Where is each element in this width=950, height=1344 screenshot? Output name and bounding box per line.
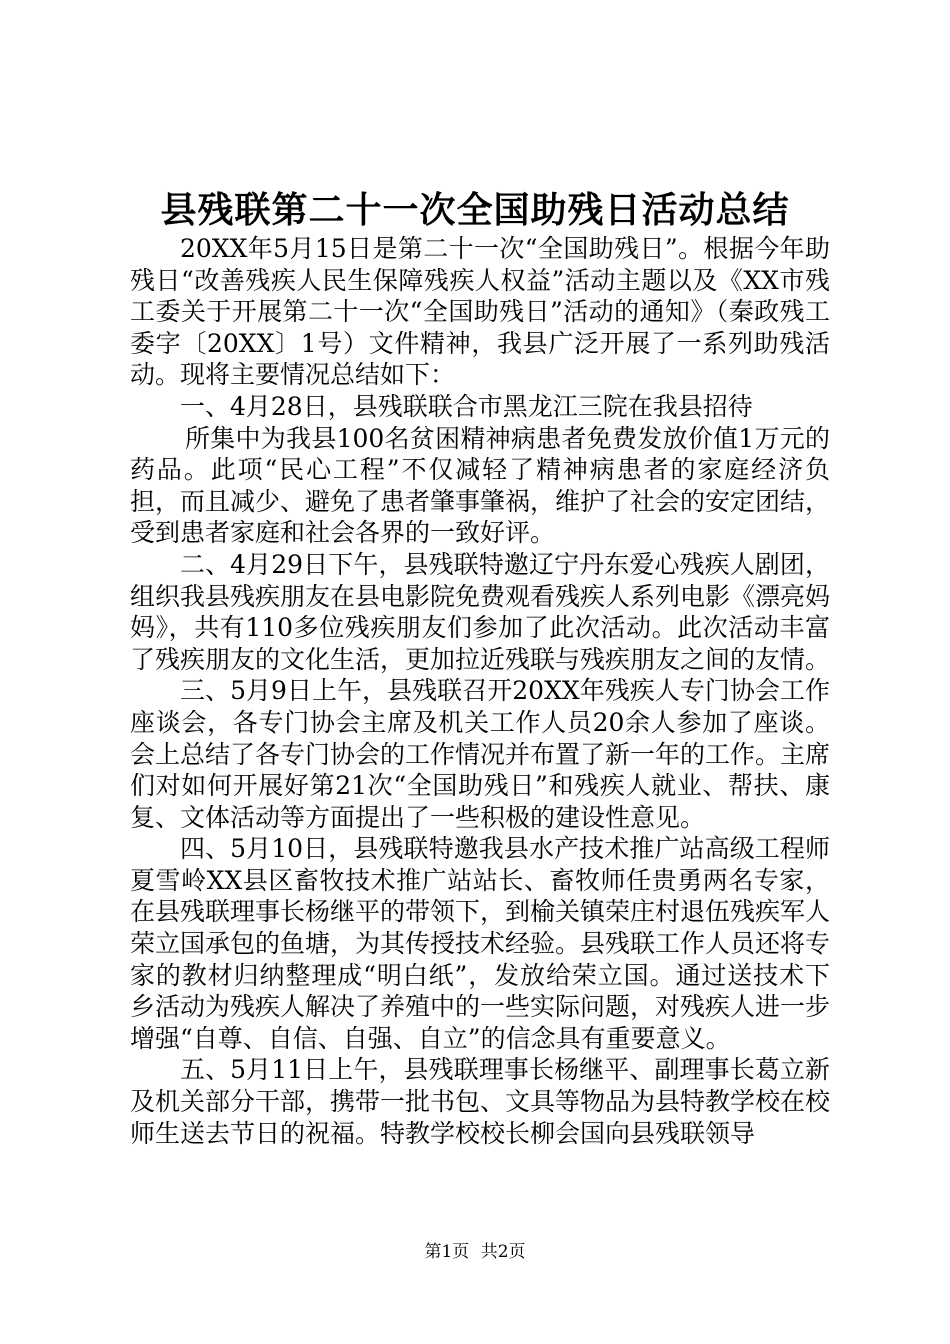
- paragraph-intro: 20XX年5月15日是第二十一次“全国助残日”。根据今年助残日“改善残疾人民生保障残疾人权益”活动主题以及《XX市残工委关于开展第二十一次“全国助残日”活动的通知》（秦政残工委字〔20XX〕1号）文件精神，我县广泛开展了一系列助残活动。现将主要情况总结如下：: [130, 234, 830, 390]
- paragraph-item-1-cont: 所集中为我县100名贫困精神病患者免费发放价值1万元的药品。此项“民心工程”不仅减轻了精神病患者的家庭经济负担，而且减少、避免了患者肇事肇祸，维护了社会的安定团结，受到患者家庭和社会各界的一致好评。: [130, 423, 831, 548]
- document-body: [130, 233, 830, 1149]
- paragraph-item-3: 三、5月9日上午，县残联召开20XX年残疾人专门协会工作座谈会，各专门协会主席及机关工作人员20余人参加了座谈。会上总结了各专门协会的工作情况并布置了新一年的工作。主席们对如何开展好第21次“全国助残日”和残疾人就业、帮扶、康复、文体活动等方面提出了一些积极的建设性意见。: [130, 676, 831, 832]
- page-total: 共2页: [480, 1242, 526, 1262]
- document-title: 县残联第二十一次全国助残日活动总结: [160, 189, 790, 231]
- page-footer: [0, 1240, 950, 1264]
- page-number: 第1页: [424, 1242, 470, 1262]
- paragraph-item-2: 二、4月29日下午，县残联特邀辽宁丹东爱心残疾人剧团，组织我县残疾朋友在县电影院免费观看残疾人系列电影《漂亮妈妈》，共有110多位残疾朋友们参加了此次活动。此次活动丰富了残疾朋友的文化生活，更加拉近残联与残疾朋友之间的友情。: [130, 549, 831, 674]
- paragraph-item-1: 一、4月28日，县残联联合市黑龙江三院在我县招待: [180, 391, 753, 421]
- paragraph-item-4: 四、5月10日，县残联特邀我县水产技术推广站高级工程师夏雪岭XX县区畜牧技术推广站站长、畜牧师任贵勇两名专家，在县残联理事长杨继平的带领下，到榆关镇荣庄村退伍残疾军人荣立国承包的鱼塘，为其传授技术经验。县残联工作人员还将专家的教材归纳整理成“明白纸”，发放给荣立国。通过送技术下乡活动为残疾人解决了养殖中的一些实际问题，对残疾人进一步增强“自尊、自信、自强、自立”的信念具有重要意义。: [130, 834, 831, 1053]
- paragraph-item-5: 五、5月11日上午，县残联理事长杨继平、副理事长葛立新及机关部分干部，携带一批书包、文具等物品为县特教学校在校师生送去节日的祝福。特教学校校长柳会国向县残联领导: [130, 1055, 831, 1148]
